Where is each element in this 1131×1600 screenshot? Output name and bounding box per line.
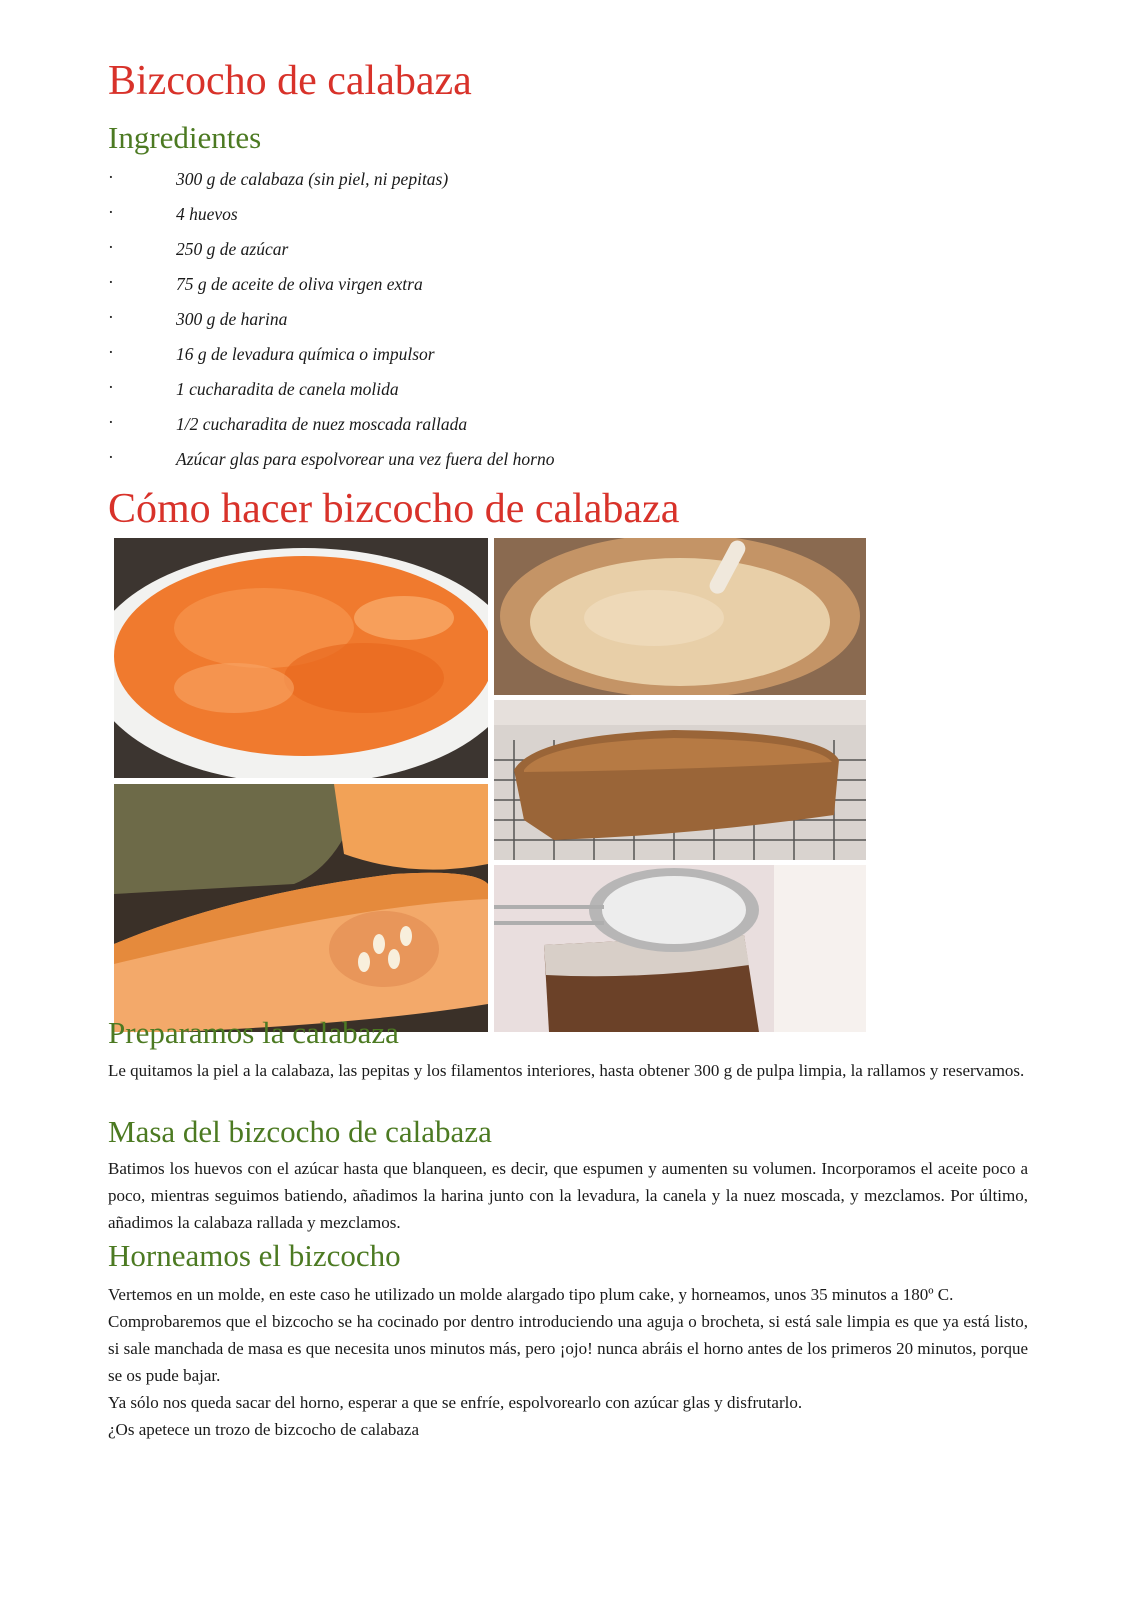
- paragraph: Ya sólo nos queda sacar del horno, esperar a que se enfríe, espolvorearlo con azúcar glas y disfrutarlo.: [108, 1393, 803, 1412]
- bake-text: [108, 1281, 1028, 1443]
- bullet-icon: ·: [108, 307, 114, 327]
- bullet-icon: ·: [108, 447, 114, 467]
- prep-heading: Preparamos la calabaza: [108, 1015, 399, 1050]
- grated-pumpkin-photo: [114, 538, 488, 778]
- ingredient-text: 4 huevos: [176, 204, 238, 224]
- bullet-icon: ·: [108, 412, 114, 432]
- sifting-sugar-photo: [494, 865, 866, 1032]
- dough-heading: Masa del bizcocho de calabaza: [108, 1114, 492, 1149]
- list-item: [108, 308, 808, 343]
- ingredient-text: 300 g de calabaza (sin piel, ni pepitas): [176, 169, 449, 189]
- bullet-icon: ·: [108, 167, 114, 187]
- ingredient-text: 250 g de azúcar: [176, 239, 289, 259]
- prep-text: [108, 1057, 1028, 1084]
- ingredients-list: [108, 168, 808, 483]
- list-item: [108, 413, 808, 448]
- paragraph: Comprobaremos que el bizcocho se ha cocinado por dentro introduciendo una aguja o brocheta, si está sale limpia es que ya está listo, si sale manchada de masa es que necesita unos minutos más, pero ¡ojo! nunca abráis el horno antes de los primeros 20 minutos, porque se os pude bajar.: [108, 1312, 1028, 1385]
- ingredient-text: 300 g de harina: [176, 309, 288, 329]
- dough-text: [108, 1155, 1028, 1236]
- baked-loaf-photo: [494, 700, 866, 860]
- list-item: [108, 203, 808, 238]
- ingredient-text: 1/2 cucharadita de nuez moscada rallada: [176, 414, 468, 434]
- bullet-icon: ·: [108, 272, 114, 292]
- pumpkin-slice-photo: [114, 784, 488, 1032]
- list-item: [108, 168, 808, 203]
- list-item: [108, 343, 808, 378]
- list-item: [108, 273, 808, 308]
- how-to-heading: Cómo hacer bizcocho de calabaza: [108, 486, 680, 532]
- list-item: [108, 448, 808, 483]
- bullet-icon: ·: [108, 377, 114, 397]
- paragraph: Batimos los huevos con el azúcar hasta que blanqueen, es decir, que espumen y aumenten su volumen. Incorporamos el aceite poco a poco, mientras seguimos batiendo, añadimos la harina junto con la levadura, la canela y la nuez moscada, y mezclamos. Por último, añadimos la calabaza rallada y mezclamos.: [108, 1159, 1028, 1232]
- ingredient-text: 1 cucharadita de canela molida: [176, 379, 399, 399]
- recipe-title: Bizcocho de calabaza: [108, 58, 472, 104]
- ingredient-text: 16 g de levadura química o impulsor: [176, 344, 435, 364]
- paragraph: Le quitamos la piel a la calabaza, las pepitas y los filamentos interiores, hasta obtener 300 g de pulpa limpia, la rallamos y reservamos.: [108, 1061, 1025, 1080]
- ingredient-text: 75 g de aceite de oliva virgen extra: [176, 274, 423, 294]
- ingredient-text: Azúcar glas para espolvorear una vez fuera del horno: [176, 449, 555, 469]
- bake-heading: Horneamos el bizcocho: [108, 1238, 401, 1273]
- photo-collage: [114, 538, 892, 1032]
- paragraph: Vertemos en un molde, en este caso he utilizado un molde alargado tipo plum cake, y horneamos, unos 35 minutos a 180º C.: [108, 1285, 954, 1304]
- list-item: [108, 378, 808, 413]
- bullet-icon: ·: [108, 237, 114, 257]
- ingredients-heading: Ingredientes: [108, 120, 262, 155]
- bullet-icon: ·: [108, 342, 114, 362]
- list-item: [108, 238, 808, 273]
- paragraph: ¿Os apetece un trozo de bizcocho de calabaza: [108, 1420, 420, 1439]
- batter-bowl-photo: [494, 538, 866, 695]
- bullet-icon: ·: [108, 202, 114, 222]
